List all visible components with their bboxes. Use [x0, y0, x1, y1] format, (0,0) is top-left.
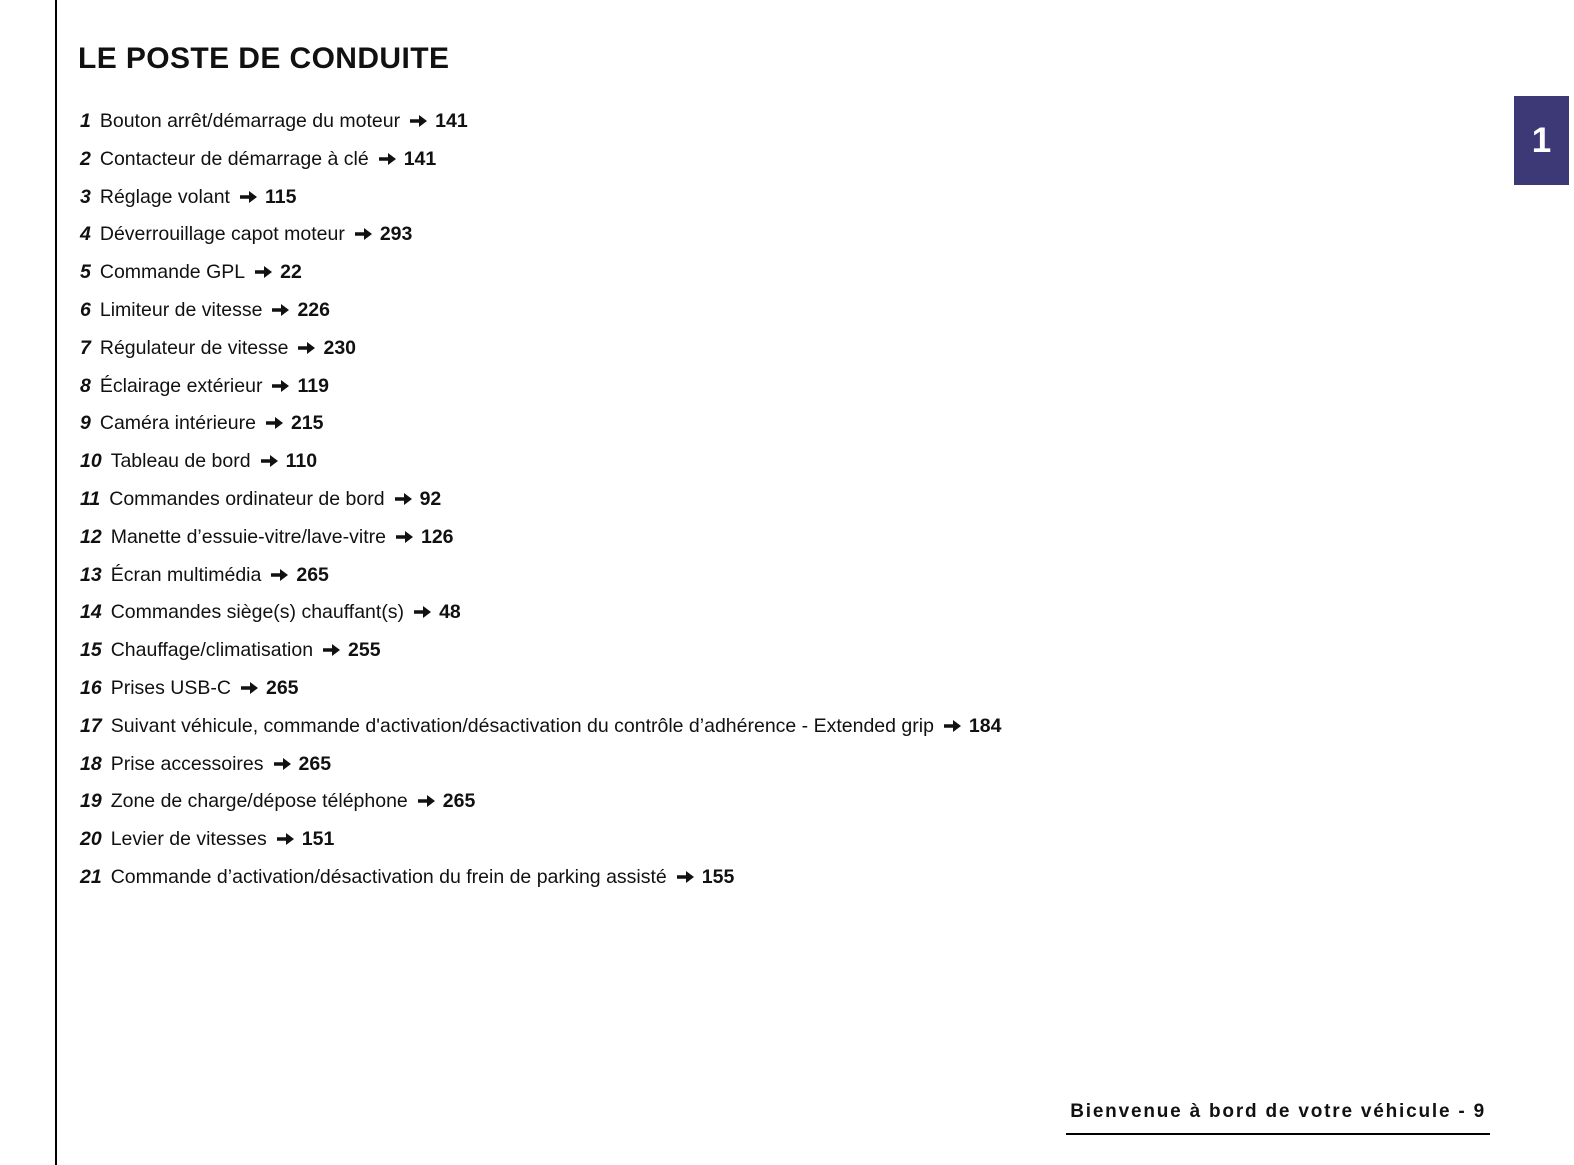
toc-item — [80, 746, 1001, 784]
page-ref-arrow-icon — [355, 216, 372, 254]
item-number: 6 — [80, 298, 91, 321]
page-ref-arrow-icon — [395, 481, 412, 519]
toc-item — [80, 670, 1001, 708]
page-title: LE POSTE DE CONDUITE — [78, 42, 450, 75]
page-ref-arrow-icon — [298, 330, 315, 368]
item-label: Commande GPL — [99, 261, 246, 284]
page-ref-arrow-icon — [272, 368, 289, 406]
item-number: 14 — [80, 601, 102, 624]
item-label: Commandes siège(s) chauffant(s) — [110, 601, 405, 624]
page-ref-arrow-icon — [677, 859, 694, 897]
page-ref-arrow-icon — [379, 141, 396, 179]
item-page-number: 293 — [379, 223, 413, 246]
item-number: 3 — [80, 185, 91, 208]
page-footer — [1066, 1101, 1490, 1135]
item-label: Levier de vitesses — [110, 828, 267, 851]
page-ref-arrow-icon — [240, 179, 257, 217]
item-number: 16 — [80, 676, 102, 699]
page-ref-arrow-icon — [410, 103, 427, 141]
left-edge-rule — [55, 0, 57, 1165]
page-ref-arrow-icon — [241, 670, 258, 708]
item-page-number: 226 — [297, 298, 330, 321]
toc-item — [80, 330, 1001, 368]
item-page-number: 22 — [280, 261, 302, 284]
item-number: 10 — [80, 450, 102, 473]
item-number: 7 — [80, 336, 91, 359]
item-page-number: 215 — [290, 412, 324, 435]
item-number: 2 — [80, 147, 91, 170]
item-label: Régulateur de vitesse — [99, 336, 289, 359]
page-ref-arrow-icon — [271, 557, 288, 595]
item-label: Commande d’activation/désactivation du frein de parking assisté — [110, 865, 667, 888]
item-label: Zone de charge/dépose téléphone — [110, 790, 408, 813]
item-page-number: 126 — [420, 525, 454, 548]
item-number: 20 — [80, 828, 102, 851]
toc-item — [80, 632, 1001, 670]
toc-item — [80, 481, 1001, 519]
item-page-number: 184 — [968, 714, 1002, 737]
item-page-number: 255 — [348, 639, 381, 662]
page-ref-arrow-icon — [272, 292, 289, 330]
item-page-number: 265 — [265, 676, 299, 699]
toc-item — [80, 254, 1001, 292]
toc-item — [80, 216, 1001, 254]
item-page-number: 151 — [301, 828, 335, 851]
footer-text: Bienvenue à bord de votre véhicule - 9 — [1070, 1101, 1486, 1122]
toc-item — [80, 519, 1001, 557]
item-page-number: 141 — [435, 110, 468, 132]
item-label: Suivant véhicule, commande d'activation/désactivation du contrôle d’adhérence - Extended grip — [110, 714, 934, 737]
page-ref-arrow-icon — [944, 708, 961, 746]
item-number: 21 — [80, 865, 102, 888]
page-ref-arrow-icon — [266, 405, 283, 443]
item-page-number: 110 — [285, 450, 318, 473]
item-page-number: 141 — [403, 147, 437, 170]
toc-item — [80, 368, 1001, 406]
toc-item — [80, 292, 1001, 330]
toc-item — [80, 594, 1001, 632]
chapter-number: 1 — [1531, 120, 1552, 160]
item-number: 11 — [80, 487, 101, 510]
toc-item — [80, 557, 1001, 595]
toc-list — [80, 103, 1001, 897]
page-ref-arrow-icon — [323, 632, 340, 670]
item-label: Prise accessoires — [110, 752, 264, 775]
item-number: 17 — [80, 714, 102, 737]
page-ref-arrow-icon — [396, 519, 413, 557]
item-number: 19 — [80, 790, 102, 813]
chapter-tab — [1514, 96, 1569, 185]
toc-item — [80, 443, 1001, 481]
item-page-number: 265 — [442, 790, 476, 813]
item-label: Tableau de bord — [110, 450, 251, 473]
item-page-number: 48 — [439, 601, 461, 624]
item-label: Commandes ordinateur de bord — [109, 487, 385, 510]
item-label: Limiteur de vitesse — [99, 298, 263, 321]
item-number: 5 — [80, 261, 91, 284]
item-label: Éclairage extérieur — [99, 374, 263, 397]
item-label: Chauffage/climatisation — [110, 639, 314, 662]
toc-item — [80, 859, 1001, 897]
item-label: Réglage volant — [99, 185, 230, 208]
toc-item — [80, 783, 1001, 821]
toc-item — [80, 141, 1001, 179]
page-ref-arrow-icon — [418, 783, 435, 821]
item-number: 12 — [80, 525, 102, 548]
item-label: Contacteur de démarrage à clé — [99, 147, 369, 170]
item-page-number: 265 — [296, 563, 329, 586]
item-number: 9 — [80, 412, 91, 435]
toc-item — [80, 708, 1001, 746]
item-number: 15 — [80, 639, 102, 662]
item-page-number: 265 — [298, 752, 332, 775]
item-number: 4 — [80, 223, 91, 246]
item-number: 8 — [80, 374, 91, 397]
item-page-number: 115 — [264, 185, 297, 208]
page-ref-arrow-icon — [255, 254, 272, 292]
item-page-number: 155 — [701, 865, 735, 888]
item-label: Écran multimédia — [110, 563, 262, 586]
item-page-number: 92 — [419, 487, 442, 510]
item-label: Prises USB-C — [110, 676, 231, 699]
toc-item — [80, 821, 1001, 859]
item-page-number: 119 — [297, 374, 329, 397]
item-number: 18 — [80, 752, 102, 775]
toc-item — [80, 405, 1001, 443]
page-ref-arrow-icon — [261, 443, 278, 481]
page-ref-arrow-icon — [274, 746, 291, 784]
item-label: Déverrouillage capot moteur — [99, 223, 345, 246]
page-ref-arrow-icon — [277, 821, 294, 859]
item-number: 13 — [80, 563, 102, 586]
page-ref-arrow-icon — [414, 594, 431, 632]
item-label: Caméra intérieure — [99, 412, 256, 435]
toc-item — [80, 179, 1001, 217]
toc-item — [80, 103, 1001, 141]
item-page-number: 230 — [323, 336, 357, 359]
item-label: Manette d’essuie-vitre/lave-vitre — [110, 525, 386, 548]
item-label: Bouton arrêt/démarrage du moteur — [99, 110, 401, 132]
item-number: 1 — [80, 110, 91, 132]
